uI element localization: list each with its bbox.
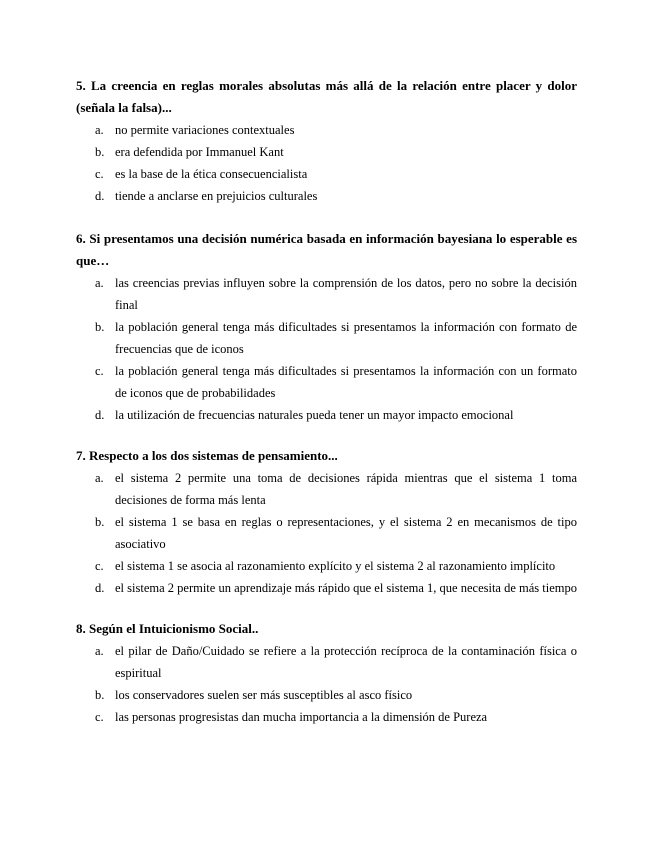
option-text: los conservadores suelen ser más susceptibles al asco físico: [115, 688, 413, 702]
option-b: [76, 316, 577, 360]
option-letter: a.: [95, 471, 104, 485]
option-letter: a.: [95, 276, 104, 290]
option-b: [76, 684, 577, 706]
option-text: las creencias previas influyen sobre la comprensión de los datos, pero no sobre la decisión final: [115, 276, 577, 312]
option-text: el pilar de Daño/Cuidado se refiere a la protección recíproca de la contaminación física o espiritual: [115, 644, 577, 680]
option-letter: b.: [95, 515, 105, 529]
option-text: la utilización de frecuencias naturales pueda tener un mayor impacto emocional: [115, 408, 514, 422]
option-letter: c.: [95, 710, 104, 724]
option-letter: b.: [95, 688, 105, 702]
option-text: la población general tenga más dificultades si presentamos la información con formato de frecuencias que de iconos: [115, 320, 577, 356]
option-letter: d.: [95, 408, 105, 422]
option-letter: a.: [95, 123, 104, 137]
option-b: [76, 511, 577, 555]
option-text: el sistema 2 permite una toma de decisiones rápida mientras que el sistema 1 toma decisiones de forma más lenta: [115, 471, 577, 507]
option-c: [76, 555, 577, 577]
option-c: [76, 706, 577, 728]
option-list: [76, 119, 577, 207]
option-letter: c.: [95, 167, 104, 181]
option-c: [76, 360, 577, 404]
option-letter: c.: [95, 559, 104, 573]
option-text: el sistema 1 se asocia al razonamiento explícito y el sistema 2 al razonamiento implícito: [115, 559, 556, 573]
option-a: [76, 640, 577, 684]
option-list: [76, 467, 577, 599]
option-text: la población general tenga más dificultades si presentamos la información con un formato de iconos que de probabilidades: [115, 364, 577, 400]
question-title: 7. Respecto a los dos sistemas de pensamiento...: [76, 448, 338, 463]
option-text: no permite variaciones contextuales: [115, 123, 295, 137]
option-text: el sistema 2 permite un aprendizaje más rápido que el sistema 1, que necesita de más tiempo: [115, 581, 577, 595]
question-7: [76, 445, 577, 599]
option-d: [76, 577, 577, 599]
option-text: era defendida por Immanuel Kant: [115, 145, 284, 159]
question-title: 5. La creencia en reglas morales absolutas más allá de la relación entre placer y dolor (señala la falsa)...: [76, 78, 577, 115]
option-text: tiende a anclarse en prejuicios culturales: [115, 189, 318, 203]
question-title: 8. Según el Intuicionismo Social..: [76, 621, 259, 636]
option-letter: b.: [95, 145, 105, 159]
option-text: el sistema 1 se basa en reglas o representaciones, y el sistema 2 en mecanismos de tipo asociativo: [115, 515, 577, 551]
option-letter: b.: [95, 320, 105, 334]
option-text: las personas progresistas dan mucha importancia a la dimensión de Pureza: [115, 710, 488, 724]
option-letter: d.: [95, 189, 105, 203]
question-5: [76, 75, 577, 207]
question-6: [76, 228, 577, 426]
option-d: [76, 404, 577, 426]
question-title: 6. Si presentamos una decisión numérica basada en información bayesiana lo esperable es que…: [76, 231, 577, 268]
option-list: [76, 272, 577, 426]
option-a: [76, 119, 577, 141]
option-letter: c.: [95, 364, 104, 378]
option-d: [76, 185, 577, 207]
option-a: [76, 272, 577, 316]
option-text: es la base de la ética consecuencialista: [115, 167, 308, 181]
option-b: [76, 141, 577, 163]
option-letter: d.: [95, 581, 105, 595]
option-a: [76, 467, 577, 511]
option-c: [76, 163, 577, 185]
option-letter: a.: [95, 644, 104, 658]
question-8: [76, 618, 577, 728]
option-list: [76, 640, 577, 728]
